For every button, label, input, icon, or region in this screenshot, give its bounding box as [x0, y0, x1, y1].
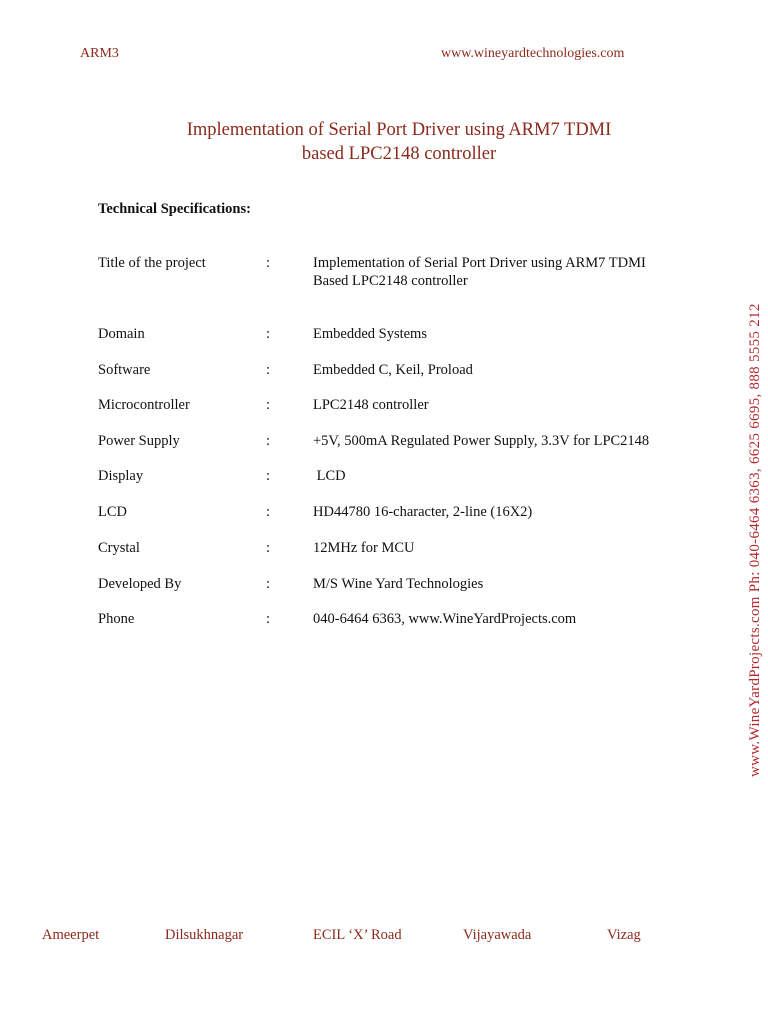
spec-separator: : — [266, 540, 271, 556]
spec-separator: : — [266, 433, 271, 449]
spec-value: HD44780 16-character, 2-line (16X2) — [313, 504, 533, 520]
footer-location-dilsukhnagar: Dilsukhnagar — [165, 927, 244, 943]
spec-value: 12MHz for MCU — [313, 540, 415, 556]
spec-value: LPC2148 controller — [313, 397, 429, 413]
spec-label: Developed By — [98, 576, 182, 592]
spec-separator: : — [266, 611, 271, 627]
spec-separator: : — [266, 326, 271, 342]
document-title-line-2: based LPC2148 controller — [301, 144, 497, 164]
spec-value: Embedded C, Keil, Proload — [313, 362, 473, 378]
footer-location-vijayawada: Vijayawada — [463, 927, 532, 943]
spec-separator: : — [266, 255, 271, 271]
document-title — [0, 118, 768, 166]
header-doc-code: ARM3 — [80, 46, 119, 61]
spec-separator: : — [266, 468, 271, 484]
spec-value: Embedded Systems — [313, 326, 427, 342]
spec-label: Microcontroller — [98, 397, 190, 413]
footer-location-vizag: Vizag — [607, 927, 641, 943]
spec-label: Crystal — [98, 540, 140, 556]
spec-value: +5V, 500mA Regulated Power Supply, 3.3V for LPC2148 — [313, 433, 650, 449]
spec-value — [313, 254, 683, 290]
spec-label: LCD — [98, 504, 127, 520]
spec-separator: : — [266, 576, 271, 592]
footer-location-ecil-x-road: ECIL ‘X’ Road — [313, 927, 402, 943]
spec-value-line-1: Implementation of Serial Port Driver using ARM7 TDMI — [313, 255, 646, 271]
spec-separator: : — [266, 397, 271, 413]
document-title-line-1: Implementation of Serial Port Driver using ARM7 TDMI — [186, 120, 612, 140]
header-website: www.wineyardtechnologies.com — [441, 46, 625, 61]
spec-value: LCD — [313, 468, 346, 484]
spec-label: Software — [98, 362, 151, 378]
spec-separator: : — [266, 504, 271, 520]
spec-value-line-2: Based LPC2148 controller — [313, 273, 468, 289]
spec-separator: : — [266, 362, 271, 378]
spec-label: Phone — [98, 611, 135, 627]
spec-label: Domain — [98, 326, 145, 342]
spec-label: Power Supply — [98, 433, 180, 449]
side-contact-text: www.WineYardProjects.com Ph: 040-6464 6363, 6625 6695, 888 5555 212 — [747, 303, 763, 777]
section-heading: Technical Specifications: — [98, 201, 251, 217]
footer-location-ameerpet: Ameerpet — [42, 927, 100, 943]
spec-value: 040-6464 6363, www.WineYardProjects.com — [313, 611, 577, 627]
spec-value: M/S Wine Yard Technologies — [313, 576, 484, 592]
spec-label: Title of the project — [98, 255, 206, 271]
spec-label: Display — [98, 468, 144, 484]
